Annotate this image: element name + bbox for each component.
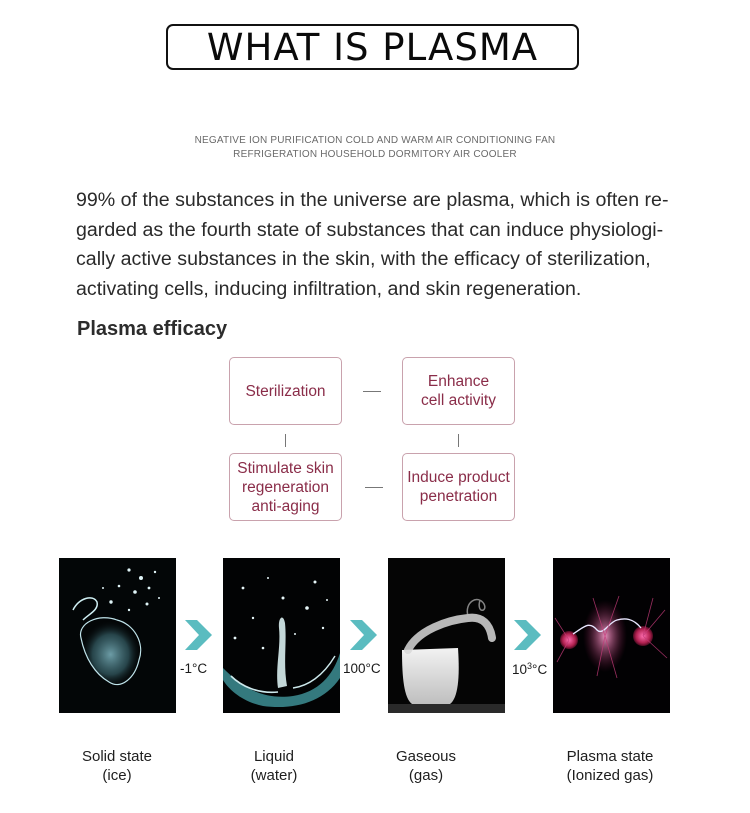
intro-paragraph <box>76 186 676 304</box>
efficacy-box-sterilization <box>229 357 342 425</box>
plasma-ball-photo <box>553 558 670 713</box>
efficacy-box-induce-penetration <box>402 453 515 521</box>
state-name: Gaseous <box>395 748 457 765</box>
connector-vertical <box>458 434 459 447</box>
ice-photo <box>59 558 176 713</box>
subtitle-line: REFRIGERATION HOUSEHOLD DORMITORY AIR COOLER <box>233 149 517 160</box>
intro-line: 99% of the substances in the universe are plasma, which is often re- <box>76 189 669 211</box>
state-name: Plasma state <box>566 748 654 765</box>
state-name: Liquid <box>253 748 295 765</box>
connector-horizontal <box>363 391 381 392</box>
chevron-right-icon <box>185 620 213 650</box>
chevron-right-icon <box>514 620 542 650</box>
state-caption-gaseous <box>356 747 496 785</box>
temp-unit: °C <box>532 662 548 677</box>
connector-horizontal <box>365 487 383 488</box>
box-label: penetration <box>419 488 498 505</box>
transition-temp: 100°C <box>343 661 381 676</box>
intro-line: activating cells, inducing infiltration, and skin regeneration. <box>76 277 582 300</box>
efficacy-heading: Plasma efficacy <box>77 318 228 340</box>
state-detail: (ice) <box>102 767 132 784</box>
transition-temp: -1°C <box>180 661 208 676</box>
connector-vertical <box>285 434 286 447</box>
box-label: regeneration <box>241 478 330 496</box>
efficacy-box-enhance-cell-activity <box>402 357 515 425</box>
chevron-right-icon <box>350 620 378 650</box>
state-detail: (water) <box>250 767 298 784</box>
product-subtitle <box>0 134 750 162</box>
state-detail: (Ionized gas) <box>566 767 654 784</box>
smoke-glass-photo <box>388 558 505 713</box>
title-banner <box>166 24 579 70</box>
state-caption-plasma <box>540 747 680 785</box>
state-caption-liquid <box>204 747 344 785</box>
state-detail: (gas) <box>408 767 444 784</box>
box-label: Enhance <box>427 373 490 390</box>
box-label: cell activity <box>421 392 496 409</box>
box-label: Sterilization <box>245 382 326 400</box>
temp-base: 10 <box>512 662 528 677</box>
temp-exponent: 3 <box>527 661 533 671</box>
page-title: WHAT IS PLASMA <box>206 25 539 69</box>
intro-line: garded as the fourth state of substances that can induce physiologi- <box>76 218 664 241</box>
transition-temp <box>512 661 547 677</box>
intro-line: cally active substances in the skin, with the efficacy of sterilization, <box>76 248 651 270</box>
box-label: Induce product <box>407 469 510 486</box>
subtitle-line: NEGATIVE ION PURIFICATION COLD AND WARM AIR CONDITIONING FAN <box>194 135 556 146</box>
state-caption-solid <box>47 747 187 785</box>
box-label: anti-aging <box>251 497 320 515</box>
efficacy-box-stimulate-skin <box>229 453 342 521</box>
state-name: Solid state <box>81 748 153 765</box>
box-label: Stimulate skin <box>237 459 334 477</box>
water-splash-photo <box>223 558 340 713</box>
